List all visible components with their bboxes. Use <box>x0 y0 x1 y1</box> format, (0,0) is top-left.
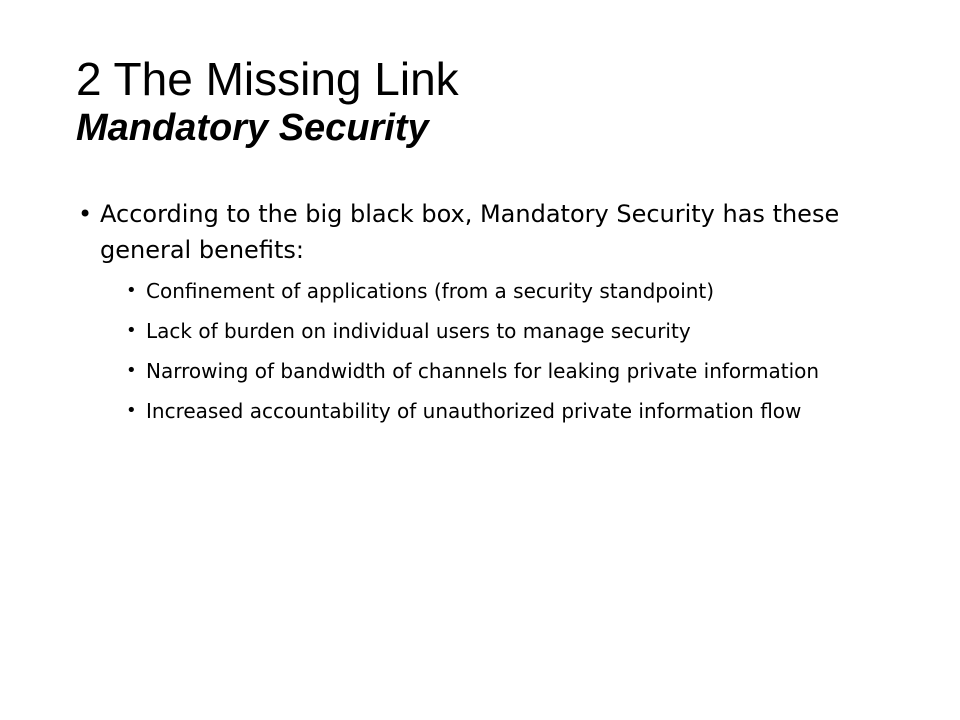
main-bullet-text: According to the big black box, Mandatory Security has these general benefits: <box>100 200 840 264</box>
bullet-icon: • <box>126 320 137 341</box>
bullet-icon: • <box>126 360 137 381</box>
bullet-icon: • <box>78 200 93 228</box>
sub-bullet-item <box>78 276 886 306</box>
sub-bullet-item <box>78 356 886 386</box>
sub-bullet-item <box>78 316 886 346</box>
content-area <box>78 196 898 436</box>
title-block <box>76 52 896 150</box>
sub-bullet-text: Lack of burden on individual users to manage security <box>146 319 691 343</box>
sub-bullet-text: Increased accountability of unauthorized private information flow <box>146 399 802 423</box>
main-bullet-item <box>78 196 898 268</box>
sub-bullet-item <box>78 396 886 426</box>
bullet-icon: • <box>126 280 137 301</box>
sub-bullet-text: Narrowing of bandwidth of channels for leaking private information <box>146 359 820 383</box>
bullet-icon: • <box>126 400 137 421</box>
sub-bullet-text: Confinement of applications (from a security standpoint) <box>146 279 715 303</box>
slide-title: 2 The Missing Link <box>76 53 459 105</box>
slide-subtitle: Mandatory Security <box>76 107 429 149</box>
sub-bullet-list <box>78 276 898 426</box>
